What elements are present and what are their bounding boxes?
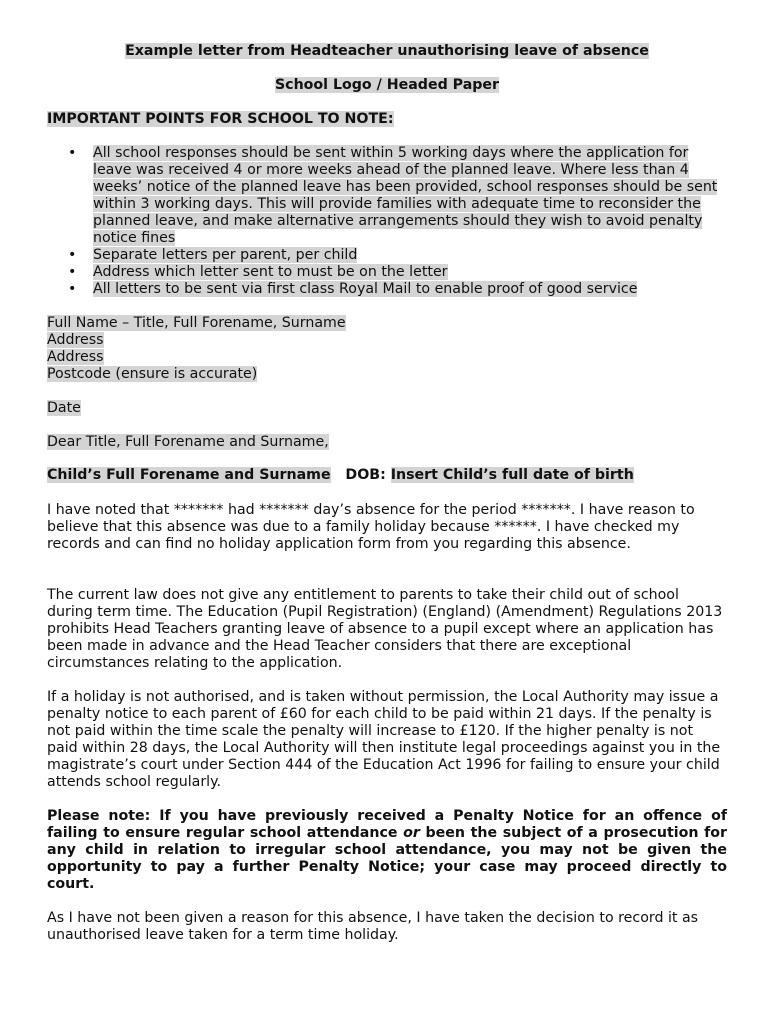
important-points-list [47,145,727,298]
child-details [47,467,634,484]
subtitle [47,77,727,94]
address-block [47,315,346,383]
address-postcode: Postcode (ensure is accurate) [47,366,258,382]
point-text: Separate letters per parent, per child [93,247,358,263]
bullet-icon: • [68,247,77,263]
address-name: Full Name – Title, Full Forename, Surname [47,315,346,331]
list-item [47,281,727,298]
dob-label: DOB: [345,467,386,483]
list-item [47,145,727,247]
page-title [47,43,727,60]
paragraph-please-note [47,808,727,893]
paragraph-noted-absence: I have noted that ******* had ******* day’s absence for the period *******. I have reason to believe that this absence was due to a family holiday because ******. I have checked my records and can find no holiday application form from you regarding this absence. [47,502,695,552]
point-text: All school responses should be sent within 5 working days where the application for leave was received 4 or more weeks ahead of the planned leave. Where less than 4 weeks’ notice of the planned leave has been provided, school responses should be sent within 3 working days. This will provide families with adequate time to reconsider the planned leave, and make alternative arrangements should they wish to avoid penalty notice fines [93,145,718,246]
list-item [47,247,727,264]
child-name: Child’s Full Forename and Surname [47,467,331,483]
paragraph-decision: As I have not been given a reason for this absence, I have taken the decision to record it as unauthorised leave taken for a term time holiday. [47,910,699,943]
bullet-icon: • [68,264,77,280]
date-line [47,400,81,417]
important-heading [47,111,394,128]
title-text: Example letter from Headteacher unauthorising leave of absence [125,43,649,59]
subtitle-text: School Logo / Headed Paper [274,77,500,93]
list-item [47,264,727,281]
salutation [47,434,329,451]
salutation-text: Dear Title, Full Forename and Surname, [47,434,329,450]
address-line-1: Address [47,332,104,348]
bullet-icon: • [68,145,77,161]
note-or: or [403,825,420,841]
child-dob: Insert Child’s full date of birth [390,467,634,483]
paragraph-current-law: The current law does not give any entitlement to parents to take their child out of school during term time. The Education (Pupil Registration) (England) (Amendment) Regulations 2013 prohibits Head Teachers granting leave of absence to a pupil except where an application has been made in advance and the Head Teacher considers that there are exceptional circumstances relating to the application. [47,587,723,671]
point-text: Address which letter sent to must be on the letter [93,264,448,280]
date-text: Date [47,400,81,416]
note-part-2: been the subject of a prosecution for any child in relation to irregular school attendance, you may not be given the opportunity to pay a further Penalty Notice; your case may proceed directly to court. [47,825,727,892]
note-part-1: Please note: If you have previously received a Penalty Notice for an offence of failing to ensure regular school attendance [47,808,727,841]
paragraph-penalty: If a holiday is not authorised, and is taken without permission, the Local Authority may issue a penalty notice to each parent of £60 for each child to be paid within 21 days. If the penalty is not paid within the time scale the penalty will increase to £120. If the higher penalty is not paid within 28 days, the Local Authority will then institute legal proceedings against you in the magistrate’s court under Section 444 of the Education Act 1996 for failing to ensure your child attends school regularly. [47,689,721,790]
important-heading-text: IMPORTANT POINTS FOR SCHOOL TO NOTE: [47,111,394,127]
point-text: All letters to be sent via first class Royal Mail to enable proof of good service [93,281,638,297]
bullet-icon: • [68,281,77,297]
address-line-2: Address [47,349,104,365]
